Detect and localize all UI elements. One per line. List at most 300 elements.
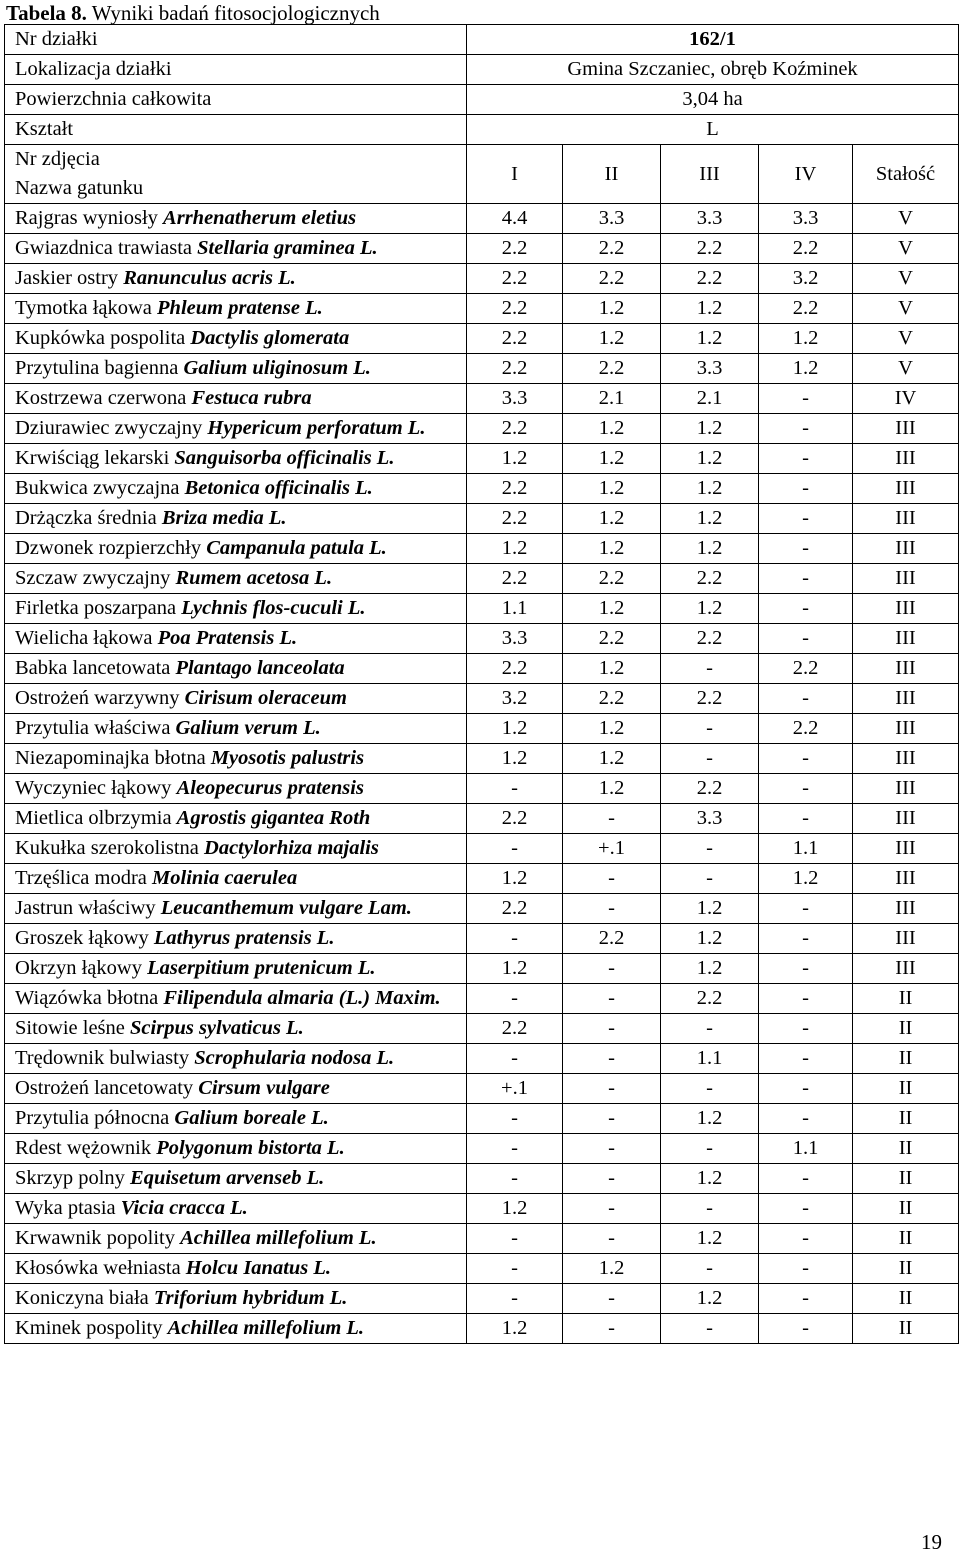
table-row bbox=[5, 414, 959, 444]
species-polish-name: Przytulina bagienna bbox=[15, 357, 179, 379]
species-latin-name: Molinia caerulea bbox=[152, 867, 298, 889]
value-stalosc: V bbox=[853, 204, 959, 234]
value-stalosc: II bbox=[853, 1044, 959, 1074]
value-iii: 3.3 bbox=[661, 804, 759, 834]
species-latin-name: Achillea millefolium L. bbox=[167, 1317, 365, 1339]
value-iii: 3.3 bbox=[661, 354, 759, 384]
species-polish-name: Sitowie leśne bbox=[15, 1017, 125, 1039]
table-row bbox=[5, 774, 959, 804]
species-name-cell bbox=[5, 1224, 467, 1254]
species-name-cell bbox=[5, 1254, 467, 1284]
species-latin-name: Stellaria graminea L. bbox=[197, 237, 378, 259]
value-stalosc: II bbox=[853, 1314, 959, 1344]
value-ii: 2.2 bbox=[563, 684, 661, 714]
species-name-cell bbox=[5, 774, 467, 804]
value-ii: 1.2 bbox=[563, 324, 661, 354]
value-iii: 1.2 bbox=[661, 504, 759, 534]
species-polish-name: Koniczyna biała bbox=[15, 1287, 149, 1309]
value-iv: 3.3 bbox=[759, 204, 853, 234]
value-i: 2.2 bbox=[467, 564, 563, 594]
ksztalt-label: Kształt bbox=[5, 115, 467, 145]
value-ii: - bbox=[563, 1074, 661, 1104]
table-row bbox=[5, 984, 959, 1014]
value-iv: 2.2 bbox=[759, 654, 853, 684]
species-latin-name: Dactylis glomerata bbox=[190, 327, 350, 349]
value-ii: 1.2 bbox=[563, 444, 661, 474]
value-iv: - bbox=[759, 444, 853, 474]
species-polish-name: Ostrożeń warzywny bbox=[15, 687, 180, 709]
value-iii: 1.2 bbox=[661, 324, 759, 354]
value-i: 2.2 bbox=[467, 804, 563, 834]
value-stalosc: II bbox=[853, 1104, 959, 1134]
value-stalosc: III bbox=[853, 954, 959, 984]
value-iii: 2.2 bbox=[661, 774, 759, 804]
species-polish-name: Ostrożeń lancetowaty bbox=[15, 1077, 194, 1099]
species-name-cell bbox=[5, 834, 467, 864]
table-row bbox=[5, 954, 959, 984]
value-iv: - bbox=[759, 504, 853, 534]
value-iii: 1.2 bbox=[661, 594, 759, 624]
species-name-cell bbox=[5, 324, 467, 354]
value-i: - bbox=[467, 924, 563, 954]
species-polish-name: Drżączka średnia bbox=[15, 507, 157, 529]
species-polish-name: Trędownik bulwiasty bbox=[15, 1047, 190, 1069]
species-polish-name: Rdest wężownik bbox=[15, 1137, 152, 1159]
species-latin-name: Betonica officinalis L. bbox=[184, 477, 373, 499]
value-iv: - bbox=[759, 534, 853, 564]
value-iii: 1.2 bbox=[661, 474, 759, 504]
value-stalosc: III bbox=[853, 504, 959, 534]
value-ii: 1.2 bbox=[563, 654, 661, 684]
species-latin-name: Laserpitium prutenicum L. bbox=[147, 957, 376, 979]
value-stalosc: III bbox=[853, 564, 959, 594]
species-name-cell bbox=[5, 894, 467, 924]
table-row bbox=[5, 624, 959, 654]
species-polish-name: Babka lancetowata bbox=[15, 657, 171, 679]
table-row bbox=[5, 534, 959, 564]
value-iii: 1.2 bbox=[661, 1224, 759, 1254]
table-row bbox=[5, 294, 959, 324]
value-i: 2.2 bbox=[467, 234, 563, 264]
value-stalosc: III bbox=[853, 624, 959, 654]
value-i: 1.2 bbox=[467, 444, 563, 474]
table-row bbox=[5, 1014, 959, 1044]
value-iv: - bbox=[759, 894, 853, 924]
powierzchnia-value: 3,04 ha bbox=[467, 85, 959, 115]
species-polish-name: Mietlica olbrzymia bbox=[15, 807, 172, 829]
species-name-cell bbox=[5, 534, 467, 564]
value-ii: 2.1 bbox=[563, 384, 661, 414]
value-iv: - bbox=[759, 1164, 853, 1194]
value-i: 1.1 bbox=[467, 594, 563, 624]
value-iv: 1.1 bbox=[759, 834, 853, 864]
value-stalosc: III bbox=[853, 594, 959, 624]
species-polish-name: Kminek pospolity bbox=[15, 1317, 163, 1339]
value-stalosc: III bbox=[853, 924, 959, 954]
species-name-cell bbox=[5, 294, 467, 324]
value-iii: 2.2 bbox=[661, 624, 759, 654]
value-ii: 1.2 bbox=[563, 504, 661, 534]
value-stalosc: V bbox=[853, 264, 959, 294]
row-powierzchnia bbox=[5, 85, 959, 115]
value-iv: - bbox=[759, 1074, 853, 1104]
species-polish-name: Kostrzewa czerwona bbox=[15, 387, 187, 409]
species-name-cell bbox=[5, 234, 467, 264]
value-stalosc: II bbox=[853, 1014, 959, 1044]
species-polish-name: Rajgras wyniosły bbox=[15, 207, 158, 229]
caption-text: Wyniki badań fitosocjologicznych bbox=[91, 1, 380, 25]
value-ii: - bbox=[563, 1014, 661, 1044]
species-polish-name: Jastrun właściwy bbox=[15, 897, 156, 919]
species-name-cell bbox=[5, 594, 467, 624]
species-name-cell bbox=[5, 1014, 467, 1044]
species-polish-name: Groszek łąkowy bbox=[15, 927, 149, 949]
value-i: - bbox=[467, 774, 563, 804]
value-iv: - bbox=[759, 384, 853, 414]
value-iv: 1.2 bbox=[759, 324, 853, 354]
value-i: 2.2 bbox=[467, 354, 563, 384]
col-header-iii: III bbox=[661, 145, 759, 204]
value-ii: 1.2 bbox=[563, 594, 661, 624]
value-stalosc: III bbox=[853, 654, 959, 684]
species-polish-name: Gwiazdnica trawiasta bbox=[15, 237, 193, 259]
species-polish-name: Tymotka łąkowa bbox=[15, 297, 152, 319]
value-ii: - bbox=[563, 1224, 661, 1254]
value-iii: 3.3 bbox=[661, 204, 759, 234]
value-i: - bbox=[467, 834, 563, 864]
value-ii: 2.2 bbox=[563, 264, 661, 294]
value-i: 1.2 bbox=[467, 864, 563, 894]
value-iv: - bbox=[759, 804, 853, 834]
value-ii: - bbox=[563, 1104, 661, 1134]
value-stalosc: II bbox=[853, 984, 959, 1014]
value-stalosc: III bbox=[853, 534, 959, 564]
species-latin-name: Campanula patula L. bbox=[206, 537, 387, 559]
value-stalosc: V bbox=[853, 234, 959, 264]
value-i: 3.2 bbox=[467, 684, 563, 714]
value-iv: 1.2 bbox=[759, 354, 853, 384]
value-stalosc: III bbox=[853, 894, 959, 924]
value-ii: - bbox=[563, 1164, 661, 1194]
value-i: 2.2 bbox=[467, 894, 563, 924]
nr-dzialki-label: Nr działki bbox=[5, 25, 467, 55]
species-latin-name: Aleopecurus pratensis bbox=[176, 777, 364, 799]
table-row bbox=[5, 654, 959, 684]
value-i: - bbox=[467, 1254, 563, 1284]
table-row bbox=[5, 444, 959, 474]
value-ii: +.1 bbox=[563, 834, 661, 864]
value-iv: - bbox=[759, 774, 853, 804]
row-nr-dzialki bbox=[5, 25, 959, 55]
species-polish-name: Krwiściąg lekarski bbox=[15, 447, 170, 469]
species-name-cell bbox=[5, 1074, 467, 1104]
value-iii: 1.2 bbox=[661, 1284, 759, 1314]
value-stalosc: V bbox=[853, 354, 959, 384]
species-name-cell bbox=[5, 1314, 467, 1344]
species-name-cell bbox=[5, 384, 467, 414]
value-ii: - bbox=[563, 804, 661, 834]
value-iii: 2.2 bbox=[661, 264, 759, 294]
value-stalosc: II bbox=[853, 1134, 959, 1164]
species-polish-name: Kupkówka pospolita bbox=[15, 327, 186, 349]
value-iii: - bbox=[661, 1194, 759, 1224]
value-stalosc: II bbox=[853, 1284, 959, 1314]
value-i: - bbox=[467, 1224, 563, 1254]
species-latin-name: Filipendula almaria (L.) Maxim. bbox=[163, 987, 441, 1009]
value-stalosc: III bbox=[853, 684, 959, 714]
value-iii: 1.2 bbox=[661, 294, 759, 324]
species-name-cell bbox=[5, 444, 467, 474]
species-name-cell bbox=[5, 204, 467, 234]
value-iii: - bbox=[661, 1254, 759, 1284]
species-polish-name: Przytulia północna bbox=[15, 1107, 170, 1129]
value-iii: 2.2 bbox=[661, 234, 759, 264]
value-iv: - bbox=[759, 1314, 853, 1344]
species-name-cell bbox=[5, 1104, 467, 1134]
value-i: 2.2 bbox=[467, 654, 563, 684]
species-latin-name: Hypericum perforatum L. bbox=[207, 417, 426, 439]
value-i: 2.2 bbox=[467, 294, 563, 324]
value-iii: 1.2 bbox=[661, 954, 759, 984]
species-name-cell bbox=[5, 714, 467, 744]
species-latin-name: Dactylorhiza majalis bbox=[204, 837, 379, 859]
table-row bbox=[5, 804, 959, 834]
value-i: 2.2 bbox=[467, 414, 563, 444]
species-name-cell bbox=[5, 504, 467, 534]
value-stalosc: II bbox=[853, 1074, 959, 1104]
species-latin-name: Scrophularia nodosa L. bbox=[194, 1047, 395, 1069]
caption-label: Tabela 8. bbox=[6, 1, 87, 25]
species-name-cell bbox=[5, 804, 467, 834]
species-latin-name: Festuca rubra bbox=[191, 387, 312, 409]
value-iii: 1.2 bbox=[661, 534, 759, 564]
species-name-cell bbox=[5, 864, 467, 894]
value-iii: 1.2 bbox=[661, 894, 759, 924]
species-polish-name: Niezapominajka błotna bbox=[15, 747, 206, 769]
species-name-cell bbox=[5, 1164, 467, 1194]
table-row bbox=[5, 894, 959, 924]
value-stalosc: III bbox=[853, 804, 959, 834]
value-iii: - bbox=[661, 1074, 759, 1104]
species-latin-name: Cirisum oleraceum bbox=[184, 687, 347, 709]
table-row bbox=[5, 714, 959, 744]
species-name-cell bbox=[5, 924, 467, 954]
value-stalosc: III bbox=[853, 444, 959, 474]
species-polish-name: Kłosówka wełniasta bbox=[15, 1257, 181, 1279]
table-row bbox=[5, 1284, 959, 1314]
species-latin-name: Achillea millefolium L. bbox=[180, 1227, 377, 1249]
value-i: - bbox=[467, 1044, 563, 1074]
species-polish-name: Krwawnik popolity bbox=[15, 1227, 175, 1249]
species-latin-name: Sanguisorba officinalis L. bbox=[174, 447, 395, 469]
species-latin-name: Cirsum vulgare bbox=[198, 1077, 330, 1099]
value-iii: - bbox=[661, 864, 759, 894]
value-iii: - bbox=[661, 654, 759, 684]
value-iv: - bbox=[759, 924, 853, 954]
value-ii: - bbox=[563, 1044, 661, 1074]
value-stalosc: V bbox=[853, 324, 959, 354]
value-stalosc: III bbox=[853, 834, 959, 864]
value-iii: 1.1 bbox=[661, 1044, 759, 1074]
value-iii: 1.2 bbox=[661, 444, 759, 474]
species-latin-name: Galium verum L. bbox=[175, 717, 321, 739]
table-row bbox=[5, 204, 959, 234]
value-i: 2.2 bbox=[467, 504, 563, 534]
value-stalosc: V bbox=[853, 294, 959, 324]
value-iv: 1.2 bbox=[759, 864, 853, 894]
value-ii: 2.2 bbox=[563, 924, 661, 954]
value-iv: 2.2 bbox=[759, 714, 853, 744]
table-row bbox=[5, 1164, 959, 1194]
page-number: 19 bbox=[921, 1530, 942, 1554]
value-stalosc: II bbox=[853, 1194, 959, 1224]
species-latin-name: Lychnis flos-cuculi L. bbox=[181, 597, 366, 619]
species-latin-name: Myosotis palustris bbox=[210, 747, 365, 769]
table-row bbox=[5, 564, 959, 594]
value-ii: 1.2 bbox=[563, 1254, 661, 1284]
table-row bbox=[5, 924, 959, 954]
powierzchnia-label: Powierzchnia całkowita bbox=[5, 85, 467, 115]
table-row bbox=[5, 324, 959, 354]
row-lokalizacja bbox=[5, 55, 959, 85]
value-i: 1.2 bbox=[467, 714, 563, 744]
nr-zdjecia-label: Nr zdjęcia bbox=[15, 148, 100, 170]
lokalizacja-label: Lokalizacja działki bbox=[5, 55, 467, 85]
value-iii: - bbox=[661, 744, 759, 774]
table-row bbox=[5, 1194, 959, 1224]
value-i: - bbox=[467, 1134, 563, 1164]
value-ii: 2.2 bbox=[563, 624, 661, 654]
lokalizacja-value: Gmina Szczaniec, obręb Koźminek bbox=[467, 55, 959, 85]
value-ii: 1.2 bbox=[563, 294, 661, 324]
value-i: 3.3 bbox=[467, 624, 563, 654]
species-latin-name: Agrostis gigantea Roth bbox=[176, 807, 371, 829]
value-iv: - bbox=[759, 1254, 853, 1284]
value-i: - bbox=[467, 1284, 563, 1314]
value-stalosc: III bbox=[853, 414, 959, 444]
species-name-cell bbox=[5, 1284, 467, 1314]
value-ii: - bbox=[563, 894, 661, 924]
table-row bbox=[5, 1074, 959, 1104]
value-i: +.1 bbox=[467, 1074, 563, 1104]
value-stalosc: III bbox=[853, 474, 959, 504]
species-latin-name: Briza media L. bbox=[161, 507, 287, 529]
value-ii: 2.2 bbox=[563, 234, 661, 264]
species-polish-name: Firletka poszarpana bbox=[15, 597, 177, 619]
species-polish-name: Okrzyn łąkowy bbox=[15, 957, 142, 979]
species-latin-name: Ranunculus acris L. bbox=[123, 267, 296, 289]
value-iv: - bbox=[759, 684, 853, 714]
species-polish-name: Przytulia właściwa bbox=[15, 717, 171, 739]
species-name-cell bbox=[5, 1194, 467, 1224]
species-polish-name: Wielicha łąkowa bbox=[15, 627, 153, 649]
nr-zdjecia-nazwa-cell bbox=[5, 145, 467, 204]
value-stalosc: III bbox=[853, 714, 959, 744]
species-latin-name: Poa Pratensis L. bbox=[157, 627, 298, 649]
species-polish-name: Trzęślica modra bbox=[15, 867, 147, 889]
value-i: 1.2 bbox=[467, 1314, 563, 1344]
value-i: - bbox=[467, 984, 563, 1014]
value-iv: - bbox=[759, 984, 853, 1014]
species-polish-name: Skrzyp polny bbox=[15, 1167, 125, 1189]
value-stalosc: III bbox=[853, 744, 959, 774]
table-row bbox=[5, 684, 959, 714]
value-stalosc: IV bbox=[853, 384, 959, 414]
species-name-cell bbox=[5, 414, 467, 444]
value-iv: - bbox=[759, 474, 853, 504]
value-ii: 2.2 bbox=[563, 354, 661, 384]
value-iv: - bbox=[759, 1014, 853, 1044]
species-latin-name: Rumem acetosa L. bbox=[175, 567, 333, 589]
value-stalosc: III bbox=[853, 864, 959, 894]
table-row bbox=[5, 1254, 959, 1284]
table-row bbox=[5, 1044, 959, 1074]
value-iii: - bbox=[661, 714, 759, 744]
value-ii: - bbox=[563, 1134, 661, 1164]
species-latin-name: Equisetum arvenseb L. bbox=[130, 1167, 325, 1189]
col-header-iv: IV bbox=[759, 145, 853, 204]
species-polish-name: Bukwica zwyczajna bbox=[15, 477, 180, 499]
row-column-headers bbox=[5, 145, 959, 204]
value-ii: 1.2 bbox=[563, 744, 661, 774]
value-iv: - bbox=[759, 624, 853, 654]
table-row bbox=[5, 384, 959, 414]
species-polish-name: Wyczyniec łąkowy bbox=[15, 777, 172, 799]
species-polish-name: Jaskier ostry bbox=[15, 267, 119, 289]
species-name-cell bbox=[5, 624, 467, 654]
species-latin-name: Galium uliginosum L. bbox=[183, 357, 371, 379]
table-row bbox=[5, 1104, 959, 1134]
species-latin-name: Holcu Ianatus L. bbox=[185, 1257, 332, 1279]
species-polish-name: Wyka ptasia bbox=[15, 1197, 116, 1219]
value-iii: 2.2 bbox=[661, 984, 759, 1014]
value-i: 2.2 bbox=[467, 264, 563, 294]
species-polish-name: Wiązówka błotna bbox=[15, 987, 159, 1009]
value-iv: - bbox=[759, 564, 853, 594]
value-stalosc: II bbox=[853, 1164, 959, 1194]
value-i: 2.2 bbox=[467, 474, 563, 504]
table-row bbox=[5, 1134, 959, 1164]
species-latin-name: Vicia cracca L. bbox=[120, 1197, 248, 1219]
species-name-cell bbox=[5, 354, 467, 384]
value-ii: 3.3 bbox=[563, 204, 661, 234]
species-latin-name: Plantago lanceolata bbox=[175, 657, 345, 679]
value-iv: - bbox=[759, 744, 853, 774]
species-polish-name: Kukułka szerokolistna bbox=[15, 837, 199, 859]
species-name-cell bbox=[5, 984, 467, 1014]
species-name-cell bbox=[5, 1134, 467, 1164]
species-name-cell bbox=[5, 684, 467, 714]
value-iv: - bbox=[759, 954, 853, 984]
value-i: - bbox=[467, 1104, 563, 1134]
value-iii: - bbox=[661, 1014, 759, 1044]
value-i: 4.4 bbox=[467, 204, 563, 234]
species-name-cell bbox=[5, 744, 467, 774]
species-name-cell bbox=[5, 474, 467, 504]
table-caption bbox=[6, 0, 380, 26]
value-iii: - bbox=[661, 1134, 759, 1164]
species-latin-name: Leucanthemum vulgare Lam. bbox=[160, 897, 412, 919]
value-i: 2.2 bbox=[467, 1014, 563, 1044]
value-ii: - bbox=[563, 984, 661, 1014]
value-ii: - bbox=[563, 1194, 661, 1224]
value-iv: 2.2 bbox=[759, 234, 853, 264]
table-row bbox=[5, 834, 959, 864]
value-iv: - bbox=[759, 414, 853, 444]
table-row bbox=[5, 1224, 959, 1254]
value-iv: - bbox=[759, 594, 853, 624]
table-row bbox=[5, 354, 959, 384]
